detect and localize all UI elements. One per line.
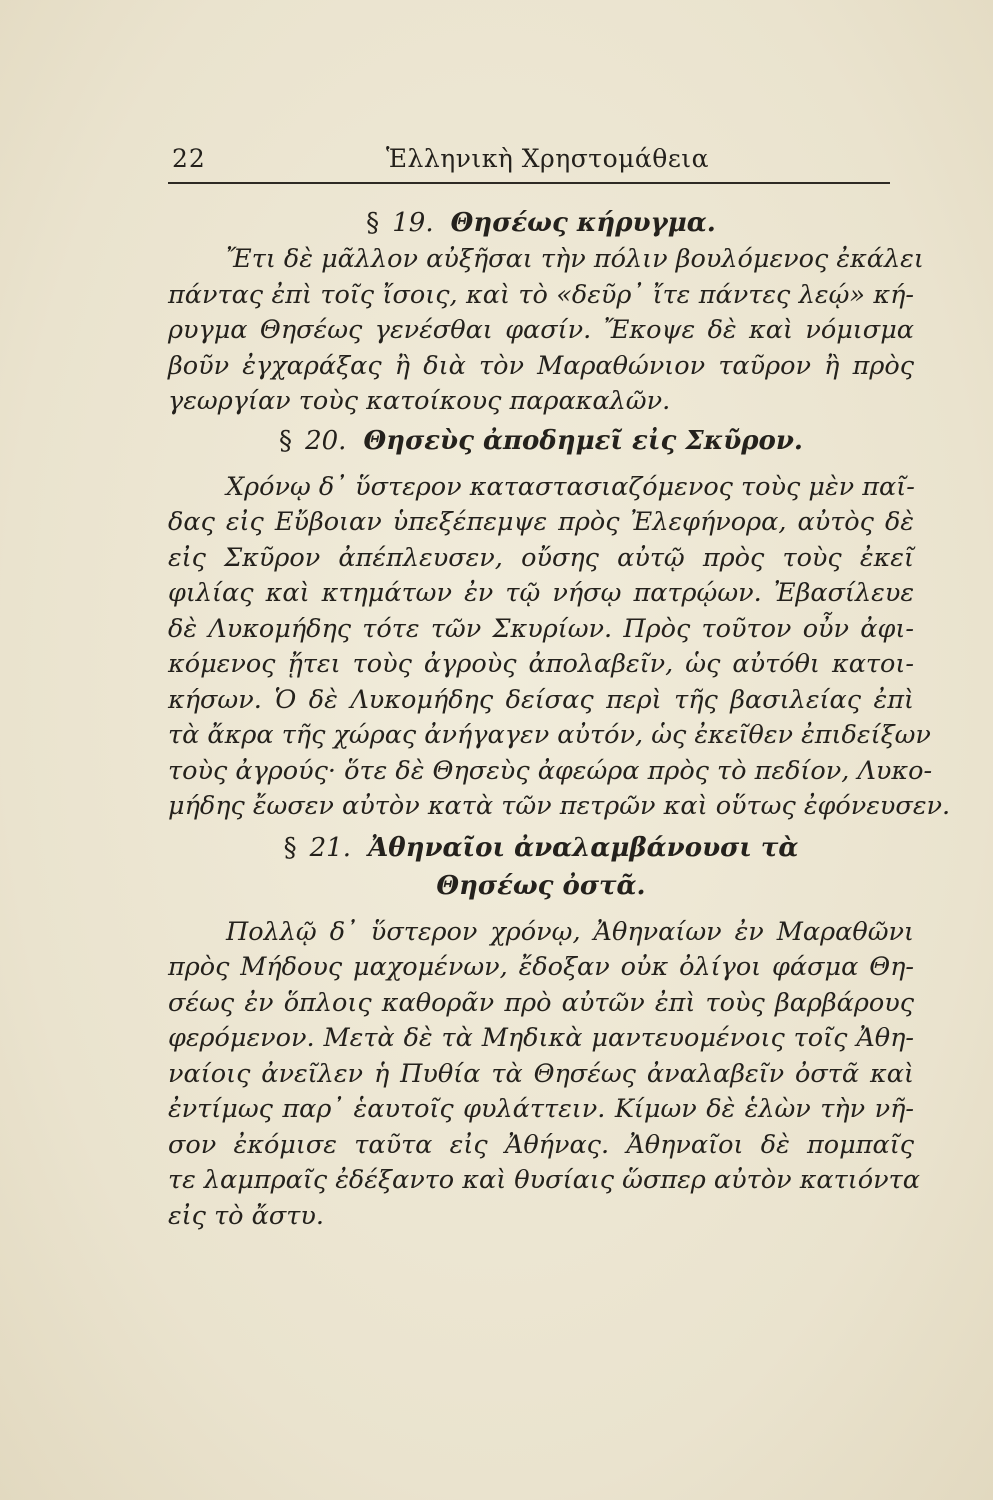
section-title: Θησέως κήρυγμα. — [450, 208, 716, 238]
text-line: σέως ἐν ὅπλοις καθορᾶν πρὸ αὐτῶν ἐπὶ τοὺς βαρβάρους — [168, 987, 914, 1018]
section-number: 20. — [305, 425, 347, 456]
section-sign: § — [366, 208, 380, 238]
text-line: ἐντίμως παρ᾽ ἑαυτοῖς φυλάττειν. Κίμων δὲ ἑλὼν τὴν νῆ- — [168, 1094, 914, 1124]
section-sign: § — [283, 832, 297, 863]
running-title: Ἑλληνικὴ Χρηστομάθεια — [386, 144, 709, 173]
text-line: Ἔτι δὲ μᾶλλον αὐξῆσαι τὴν πόλιν βουλόμενος ἐκάλει — [226, 244, 924, 274]
text-line: βοῦν ἐγχαράξας ἢ διὰ τὸν Μαραθώνιον ταῦρον ἢ πρὸς — [168, 350, 914, 381]
text-line: φερόμενον. Μετὰ δὲ τὰ Μηδικὰ μαντευομένοις τοῖς Ἀθη- — [168, 1023, 914, 1053]
text-line: κόμενος ᾔτει τοὺς ἀγροὺς ἀπολαβεῖν, ὡς αὐτόθι κατοι- — [168, 649, 914, 679]
text-line: τοὺς ἀγρούς· ὅτε δὲ Θησεὺς ἀφεώρα πρὸς τὸ πεδίον, Λυκο- — [168, 755, 933, 786]
section-number: 19. — [392, 208, 434, 238]
text-line: φιλίας καὶ κτημάτων ἐν τῷ νήσῳ πατρῴων. Ἐβασίλευε — [168, 578, 914, 608]
section-title-line-2: Θησέως ὀστᾶ. — [436, 870, 646, 901]
text-line: σον ἐκόμισε ταῦτα εἰς Ἀθήνας. Ἀθηναῖοι δὲ πομπαῖς — [168, 1129, 914, 1160]
page-body — [168, 196, 951, 1234]
text-line: Πολλῷ δ᾽ ὕστερον χρόνῳ, Ἀθηναίων ἐν Μαραθῶνι — [226, 916, 914, 947]
text-line: πρὸς Μήδους μαχομένων, ἔδοξαν οὐκ ὀλίγοι φάσμα Θη- — [168, 952, 914, 982]
section-title: Ἀθηναῖοι ἀναλαμβάνουσι τὰ — [368, 832, 799, 863]
section-heading-21 — [168, 829, 914, 867]
section-heading-19 — [168, 204, 914, 242]
text-line: δας εἰς Εὔβοιαν ὑπεξέπεμψε πρὸς Ἐλεφήνορα, αὐτὸς δὲ — [168, 507, 914, 537]
section-sign: § — [279, 425, 293, 456]
text-line: ναίοις ἀνεῖλεν ἡ Πυθία τὰ Θησέως ἀναλαβεῖν ὀστᾶ καὶ — [168, 1058, 914, 1089]
text-line: γεωργίαν τοὺς κατοίκους παρακαλῶν. — [168, 386, 671, 416]
paragraph-20 — [168, 470, 951, 825]
text-line: εἰς Σκῦρον ἀπέπλευσεν, οὔσης αὐτῷ πρὸς τοὺς ἐκεῖ — [168, 542, 914, 573]
text-line: τε λαμπραῖς ἐδέξαντο καὶ θυσίαις ὥσπερ αὐτὸν κατιόντα — [168, 1165, 920, 1195]
section-title: Θησεὺς ἀποδημεῖ εἰς Σκῦρον. — [363, 425, 803, 456]
text-line: μήδης ἔωσεν αὐτὸν κατὰ τῶν πετρῶν καὶ οὕτως ἐφόνευσεν. — [168, 791, 951, 821]
text-line: δὲ Λυκομήδης τότε τῶν Σκυρίων. Πρὸς τοῦτον οὖν ἀφι- — [168, 613, 914, 644]
page-header — [168, 138, 908, 182]
text-line: τὰ ἄκρα τῆς χώρας ἀνήγαγεν αὐτόν, ὡς ἐκεῖθεν ἐπιδείξων — [168, 720, 931, 750]
text-line: πάντας ἐπὶ τοῖς ἴσοις, καὶ τὸ «δεῦρ᾽ ἴτε πάντες λεῴ» κή- — [168, 279, 914, 310]
paragraph-21 — [168, 915, 920, 1235]
page-number: 22 — [172, 144, 206, 173]
text-line: ρυγμα Θησέως γενέσθαι φασίν. Ἔκοψε δὲ καὶ νόμισμα — [168, 315, 914, 345]
section-heading-20 — [168, 422, 914, 460]
paragraph-19 — [168, 242, 924, 420]
text-line: εἰς τὸ ἄστυ. — [168, 1200, 324, 1231]
text-line: κήσων. Ὁ δὲ Λυκομήδης δείσας περὶ τῆς βασιλείας ἐπὶ — [168, 684, 914, 715]
header-rule — [168, 182, 890, 184]
section-number: 21. — [309, 832, 351, 863]
text-line: Χρόνῳ δ᾽ ὕστερον καταστασιαζόμενος τοὺς μὲν παῖ- — [226, 471, 915, 502]
